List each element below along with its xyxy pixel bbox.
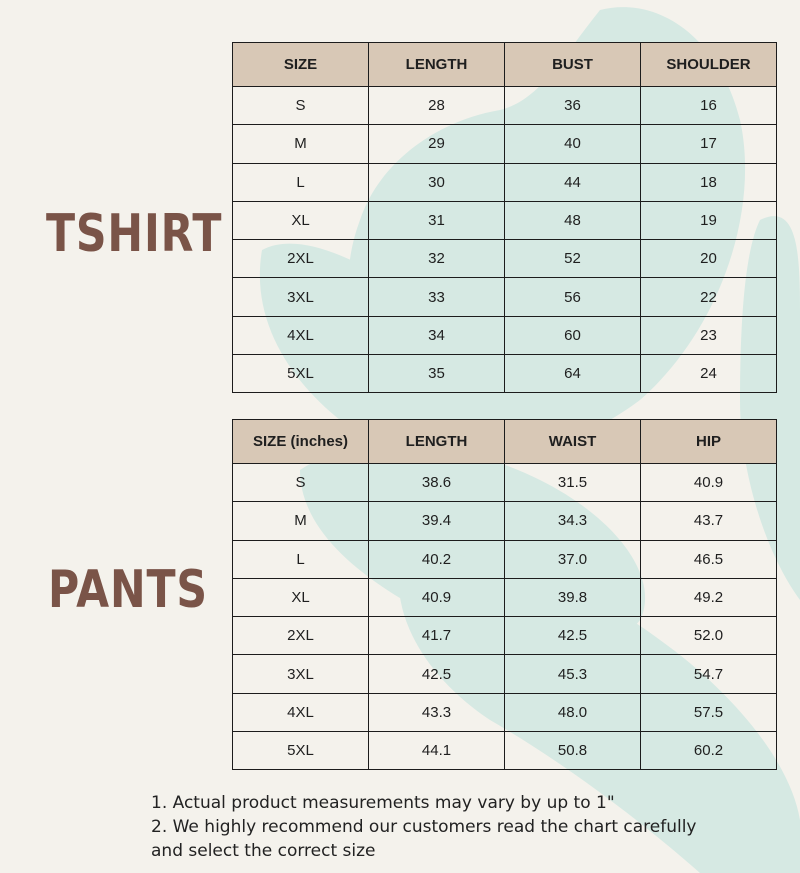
- size-cell: M: [233, 125, 369, 163]
- waist-cell: 37.0: [505, 540, 641, 578]
- column-header-bust: BUST: [505, 43, 641, 87]
- table-row: [233, 693, 777, 731]
- table-row: [233, 240, 777, 278]
- table-row: [233, 578, 777, 616]
- size-cell: S: [233, 464, 369, 502]
- length-cell: 33: [369, 278, 505, 316]
- length-cell: 43.3: [369, 693, 505, 731]
- table-row: [233, 732, 777, 770]
- shoulder-cell: 16: [641, 87, 777, 125]
- hip-cell: 60.2: [641, 732, 777, 770]
- size-cell: XL: [233, 578, 369, 616]
- hip-cell: 54.7: [641, 655, 777, 693]
- hip-cell: 52.0: [641, 617, 777, 655]
- table-row: [233, 125, 777, 163]
- hip-cell: 40.9: [641, 464, 777, 502]
- length-cell: 34: [369, 316, 505, 354]
- length-cell: 40.2: [369, 540, 505, 578]
- table-row: [233, 464, 777, 502]
- column-header-shoulder: SHOULDER: [641, 43, 777, 87]
- column-header-length: LENGTH: [369, 43, 505, 87]
- length-cell: 30: [369, 163, 505, 201]
- length-cell: 32: [369, 240, 505, 278]
- size-cell: 3XL: [233, 278, 369, 316]
- shoulder-cell: 18: [641, 163, 777, 201]
- note-line: 2. We highly recommend our customers read the chart carefully: [151, 817, 697, 837]
- table-header-row: [233, 420, 777, 464]
- length-cell: 41.7: [369, 617, 505, 655]
- table-row: [233, 278, 777, 316]
- size-cell: 4XL: [233, 693, 369, 731]
- table-header-row: [233, 43, 777, 87]
- size-cell: 2XL: [233, 240, 369, 278]
- size-cell: 2XL: [233, 617, 369, 655]
- size-cell: M: [233, 502, 369, 540]
- size-cell: XL: [233, 201, 369, 239]
- bust-cell: 44: [505, 163, 641, 201]
- column-header-size-inches: SIZE (inches): [233, 420, 369, 464]
- bust-cell: 60: [505, 316, 641, 354]
- tshirt-section-title: TSHIRT: [46, 204, 223, 264]
- length-cell: 44.1: [369, 732, 505, 770]
- column-header-length: LENGTH: [369, 420, 505, 464]
- length-cell: 31: [369, 201, 505, 239]
- length-cell: 42.5: [369, 655, 505, 693]
- pants-size-table: [232, 419, 777, 770]
- waist-cell: 31.5: [505, 464, 641, 502]
- waist-cell: 42.5: [505, 617, 641, 655]
- shoulder-cell: 17: [641, 125, 777, 163]
- length-cell: 40.9: [369, 578, 505, 616]
- size-cell: 3XL: [233, 655, 369, 693]
- size-cell: L: [233, 540, 369, 578]
- waist-cell: 34.3: [505, 502, 641, 540]
- size-cell: 5XL: [233, 355, 369, 393]
- table-row: [233, 540, 777, 578]
- measurement-notes: [151, 791, 791, 863]
- column-header-waist: WAIST: [505, 420, 641, 464]
- tshirt-size-table: [232, 42, 777, 393]
- length-cell: 39.4: [369, 502, 505, 540]
- table-row: [233, 201, 777, 239]
- bust-cell: 40: [505, 125, 641, 163]
- bust-cell: 64: [505, 355, 641, 393]
- table-row: [233, 163, 777, 201]
- waist-cell: 45.3: [505, 655, 641, 693]
- shoulder-cell: 19: [641, 201, 777, 239]
- shoulder-cell: 22: [641, 278, 777, 316]
- size-cell: 5XL: [233, 732, 369, 770]
- size-cell: L: [233, 163, 369, 201]
- length-cell: 35: [369, 355, 505, 393]
- length-cell: 29: [369, 125, 505, 163]
- table-row: [233, 316, 777, 354]
- note-line: and select the correct size: [151, 841, 376, 861]
- shoulder-cell: 20: [641, 240, 777, 278]
- waist-cell: 50.8: [505, 732, 641, 770]
- bust-cell: 48: [505, 201, 641, 239]
- bust-cell: 52: [505, 240, 641, 278]
- column-header-size: SIZE: [233, 43, 369, 87]
- bust-cell: 56: [505, 278, 641, 316]
- size-cell: 4XL: [233, 316, 369, 354]
- table-row: [233, 502, 777, 540]
- hip-cell: 46.5: [641, 540, 777, 578]
- table-row: [233, 355, 777, 393]
- table-row: [233, 617, 777, 655]
- bust-cell: 36: [505, 87, 641, 125]
- length-cell: 38.6: [369, 464, 505, 502]
- shoulder-cell: 24: [641, 355, 777, 393]
- table-row: [233, 87, 777, 125]
- size-cell: S: [233, 87, 369, 125]
- column-header-hip: HIP: [641, 420, 777, 464]
- length-cell: 28: [369, 87, 505, 125]
- waist-cell: 48.0: [505, 693, 641, 731]
- table-row: [233, 655, 777, 693]
- hip-cell: 57.5: [641, 693, 777, 731]
- pants-section-title: PANTS: [48, 560, 208, 620]
- shoulder-cell: 23: [641, 316, 777, 354]
- note-line: 1. Actual product measurements may vary by up to 1": [151, 793, 615, 813]
- waist-cell: 39.8: [505, 578, 641, 616]
- hip-cell: 49.2: [641, 578, 777, 616]
- hip-cell: 43.7: [641, 502, 777, 540]
